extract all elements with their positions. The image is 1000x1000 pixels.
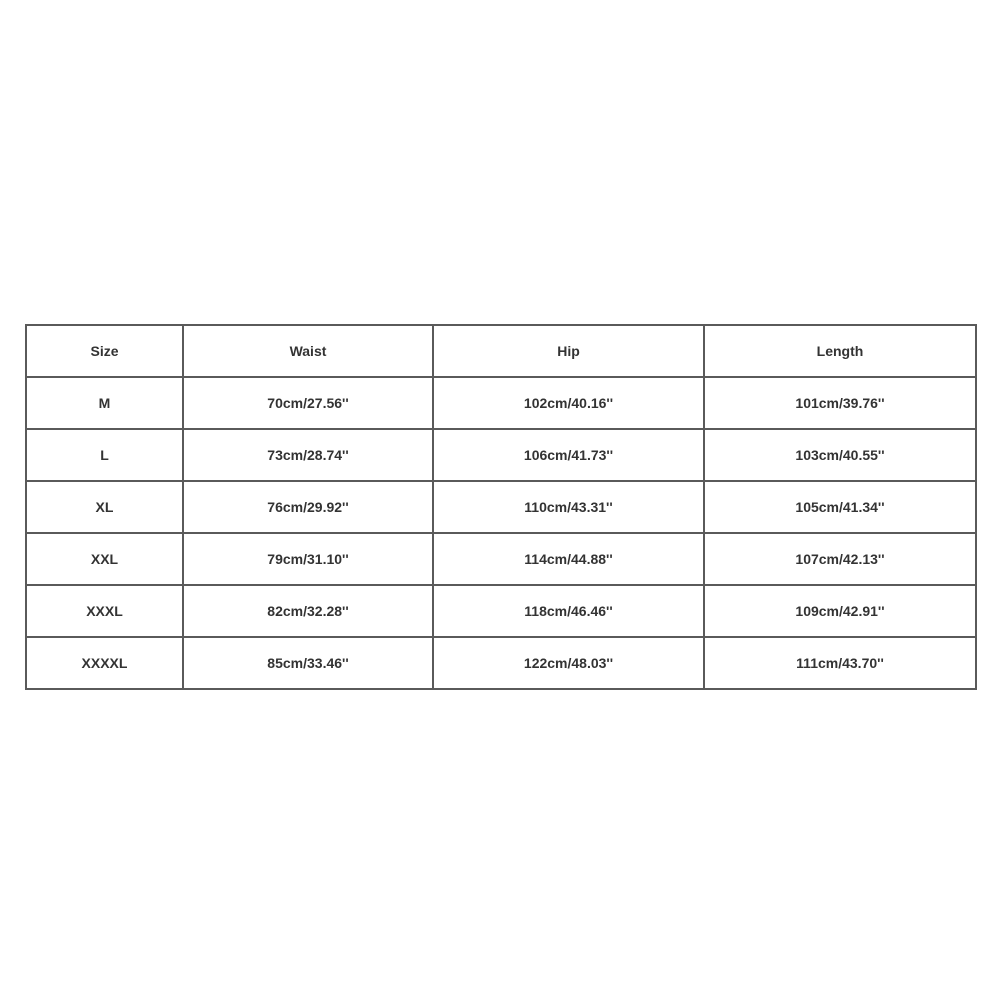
header-waist: Waist [183,325,433,377]
size-cell: XXXXL [26,637,183,689]
size-cell: XL [26,481,183,533]
size-cell: M [26,377,183,429]
table-row [26,481,976,533]
length-cell: 103cm/40.55'' [704,429,976,481]
table-row [26,637,976,689]
hip-cell: 122cm/48.03'' [433,637,704,689]
header-hip: Hip [433,325,704,377]
table-row [26,585,976,637]
size-chart-table [25,324,977,690]
hip-cell: 102cm/40.16'' [433,377,704,429]
waist-cell: 79cm/31.10'' [183,533,433,585]
table-row [26,533,976,585]
header-row [26,325,976,377]
waist-cell: 73cm/28.74'' [183,429,433,481]
length-cell: 105cm/41.34'' [704,481,976,533]
size-cell: L [26,429,183,481]
header-length: Length [704,325,976,377]
hip-cell: 114cm/44.88'' [433,533,704,585]
hip-cell: 118cm/46.46'' [433,585,704,637]
size-cell: XXXL [26,585,183,637]
table-row [26,377,976,429]
length-cell: 101cm/39.76'' [704,377,976,429]
waist-cell: 82cm/32.28'' [183,585,433,637]
waist-cell: 76cm/29.92'' [183,481,433,533]
hip-cell: 106cm/41.73'' [433,429,704,481]
table-row [26,429,976,481]
waist-cell: 70cm/27.56'' [183,377,433,429]
length-cell: 109cm/42.91'' [704,585,976,637]
waist-cell: 85cm/33.46'' [183,637,433,689]
length-cell: 107cm/42.13'' [704,533,976,585]
length-cell: 111cm/43.70'' [704,637,976,689]
hip-cell: 110cm/43.31'' [433,481,704,533]
header-size: Size [26,325,183,377]
size-cell: XXL [26,533,183,585]
